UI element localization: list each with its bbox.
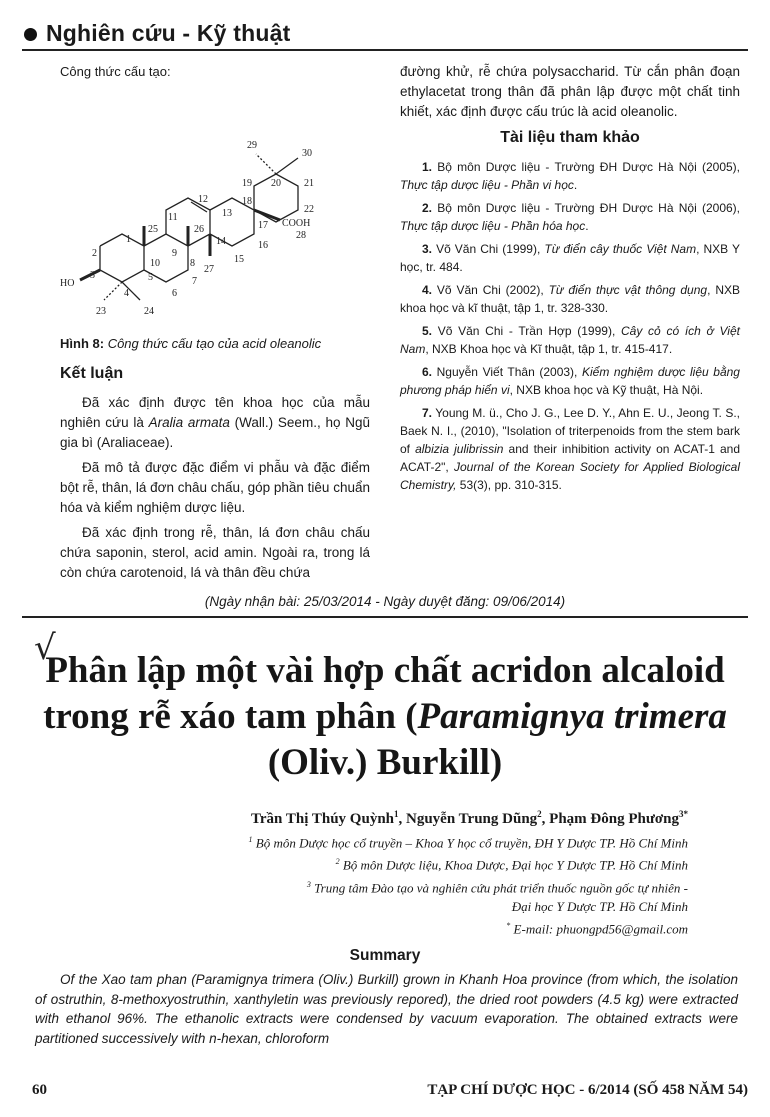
- checkmark-icon: √: [34, 628, 56, 668]
- chemical-structure: [60, 86, 370, 326]
- conclusion-paragraph-1: Đã xác định được tên khoa học của mẫu nghiên cứu là Aralia armata (Wall.) Seem., họ Ngũ gia bì (Araliaceae).: [60, 395, 370, 450]
- reference-item: 5. Võ Văn Chi - Trần Hợp (1999), Cây cỏ có ích ở Việt Nam, NXB Khoa học và Kĩ thuật, tập 1, tr. 415-417.: [400, 324, 740, 356]
- references-heading: Tài liệu tham khảo: [500, 129, 640, 146]
- submission-dates: (Ngày nhận bài: 25/03/2014 - Ngày duyệt đăng: 09/06/2014): [204, 594, 566, 609]
- svg-text:14: 14: [216, 236, 226, 247]
- journal-name: TẠP CHÍ DƯỢC HỌC - 6/2014 (SỐ 458 NĂM 54): [427, 1082, 748, 1098]
- conclusion-paragraph-3: Đã xác định trong rễ, thân, lá đơn châu chấu chứa saponin, sterol, acid amin. Ngoài ra, trong lá còn chứa carotenoid, lá và thân đều chứa: [60, 525, 370, 580]
- svg-text:16: 16: [258, 240, 268, 251]
- article-divider: [22, 616, 748, 618]
- svg-text:5: 5: [148, 272, 153, 283]
- left-column: [60, 62, 370, 588]
- authors: Trần Thị Thúy Quỳnh$^1$, Nguyễn Trung Dũng$^2$, Phạm Đông Phương$^{3*}$: [251, 809, 688, 827]
- figure-caption-text: Công thức cấu tạo của acid oleanolic: [107, 336, 322, 351]
- right-column: [400, 62, 740, 499]
- structure-label: Công thức cấu tạo:: [60, 64, 171, 79]
- svg-text:21: 21: [304, 178, 314, 189]
- article-title-line-1: Phân lập một vài hợp chất acridon alcaloid: [45, 650, 725, 691]
- conclusion-paragraph-2: Đã mô tả được đặc điểm vi phẫu và đặc điểm bột rễ, thân, lá đơn châu chấu, góp phần tiêu chuẩn hóa và kiểm nghiệm dược liệu.: [60, 460, 370, 515]
- conclusion-heading: Kết luận: [60, 365, 124, 382]
- reference-item: 6. Nguyễn Viết Thân (2003), Kiểm nghiệm dược liệu bằng phương pháp hiển vi, NXB khoa học và Kỹ thuật, Hà Nội.: [400, 365, 740, 397]
- svg-text:30: 30: [302, 148, 312, 159]
- reference-item: 3. Võ Văn Chi (1999), Từ điển cây thuốc Việt Nam, NXB Y học, tr. 484.: [400, 242, 740, 274]
- svg-text:11: 11: [168, 212, 178, 223]
- svg-text:7: 7: [192, 276, 197, 287]
- summary-text: Of the Xao tam phan (Paramignya trimera (Oliv.) Burkill) grown in Khanh Hoa province (from which, the isolation of ostruthin, 8-methoxyostruthin, xanthyletin was previously repored), the dried root powders (4.5 kg) were extracted with ethanol 96%. The ethanolic extracts were condensed by vacuum evaporation. The obtained extracts were partitioned successively with n-hexan, chloroform: [35, 972, 738, 1046]
- summary-heading: Summary: [349, 947, 421, 964]
- svg-text:COOH: COOH: [282, 218, 311, 229]
- page-number: 60: [32, 1082, 47, 1098]
- page-footer: [22, 1080, 748, 1110]
- svg-text:20: 20: [271, 178, 281, 189]
- svg-text:22: 22: [304, 204, 314, 215]
- svg-text:8: 8: [190, 258, 195, 269]
- svg-text:HO: HO: [60, 278, 75, 289]
- svg-text:26: 26: [194, 224, 204, 235]
- affiliation-2: $^2$ Bộ môn Dược liệu, Khoa Dược, Đại học Y Dược TP. Hồ Chí Minh: [335, 857, 688, 873]
- svg-text:4: 4: [124, 288, 129, 299]
- figure-caption-label: Hình 8:: [60, 336, 105, 351]
- reference-item: 1. Bộ môn Dược liệu - Trường ĐH Dược Hà Nội (2005), Thực tập dược liệu - Phần vi học.: [400, 160, 740, 192]
- article-title-line-3: (Oliv.) Burkill): [267, 742, 503, 783]
- figure-caption: [60, 334, 370, 354]
- svg-text:12: 12: [198, 194, 208, 205]
- affiliation-3-continued: Đại học Y Dược TP. Hồ Chí Minh: [511, 898, 688, 914]
- svg-text:24: 24: [144, 306, 154, 317]
- reference-item: 4. Võ Văn Chi (2002), Từ điển thực vật thông dụng, NXB khoa học và kĩ thuật, tập 1, tr. 328-330.: [400, 283, 741, 315]
- svg-text:18: 18: [242, 196, 252, 207]
- svg-text:3: 3: [90, 270, 95, 281]
- svg-text:27: 27: [204, 264, 214, 275]
- affiliation-3: $^3$ Trung tâm Đào tạo và nghiên cứu phát triển thuốc nguồn gốc tự nhiên -: [306, 879, 688, 895]
- svg-text:23: 23: [96, 306, 106, 317]
- article-title-line-2: trong rễ xáo tam phân (Paramignya trimera: [43, 696, 727, 737]
- section-title: Nghiên cứu - Kỹ thuật: [46, 20, 291, 46]
- svg-text:28: 28: [296, 230, 306, 241]
- svg-text:19: 19: [242, 178, 252, 189]
- svg-text:13: 13: [222, 208, 232, 219]
- svg-text:17: 17: [258, 220, 268, 231]
- byline: [48, 809, 688, 938]
- affiliation-1: $^1$ Bộ môn Dược học cổ truyền – Khoa Y học cổ truyền, ĐH Y Dược TP. Hồ Chí Minh: [248, 835, 688, 851]
- svg-text:9: 9: [172, 248, 177, 259]
- svg-text:25: 25: [148, 224, 158, 235]
- conclusion-paragraph-continued: đường khử, rễ chứa polysaccharid. Từ cắn phân đoạn ethylacetat trong thân đã phân lập được một chất tinh khiết, xác định được cấu trúc là acid oleanolic.: [400, 64, 740, 119]
- svg-text:2: 2: [92, 248, 97, 259]
- svg-text:10: 10: [150, 258, 160, 269]
- bullet-icon: [24, 28, 37, 41]
- reference-item: 7. Young M. ü., Cho J. G., Lee D. Y., Ahn E. U., Jeong T. S., Baek N. I., (2010), "Isolation of triterpenoids from the stem bark of albizia julibrissin and their inhibition activity on ACAT-1 and ACAT-2", Journal of the Korean Society for Applied Biological Chemistry, 53(3), pp. 310-315.: [400, 406, 741, 492]
- header-rule: [22, 49, 748, 51]
- svg-text:29: 29: [247, 140, 257, 151]
- reference-item: 2. Bộ môn Dược liệu - Trường ĐH Dược Hà Nội (2006), Thực tập dược liệu - Phần hóa học.: [400, 201, 740, 233]
- article-title: [40, 648, 730, 786]
- svg-text:15: 15: [234, 254, 244, 265]
- references-list: [400, 158, 740, 494]
- section-header: [22, 18, 748, 50]
- svg-text:1: 1: [126, 234, 131, 245]
- author-email: * E-mail: phuongpd56@gmail.com: [506, 920, 688, 937]
- svg-text:6: 6: [172, 288, 177, 299]
